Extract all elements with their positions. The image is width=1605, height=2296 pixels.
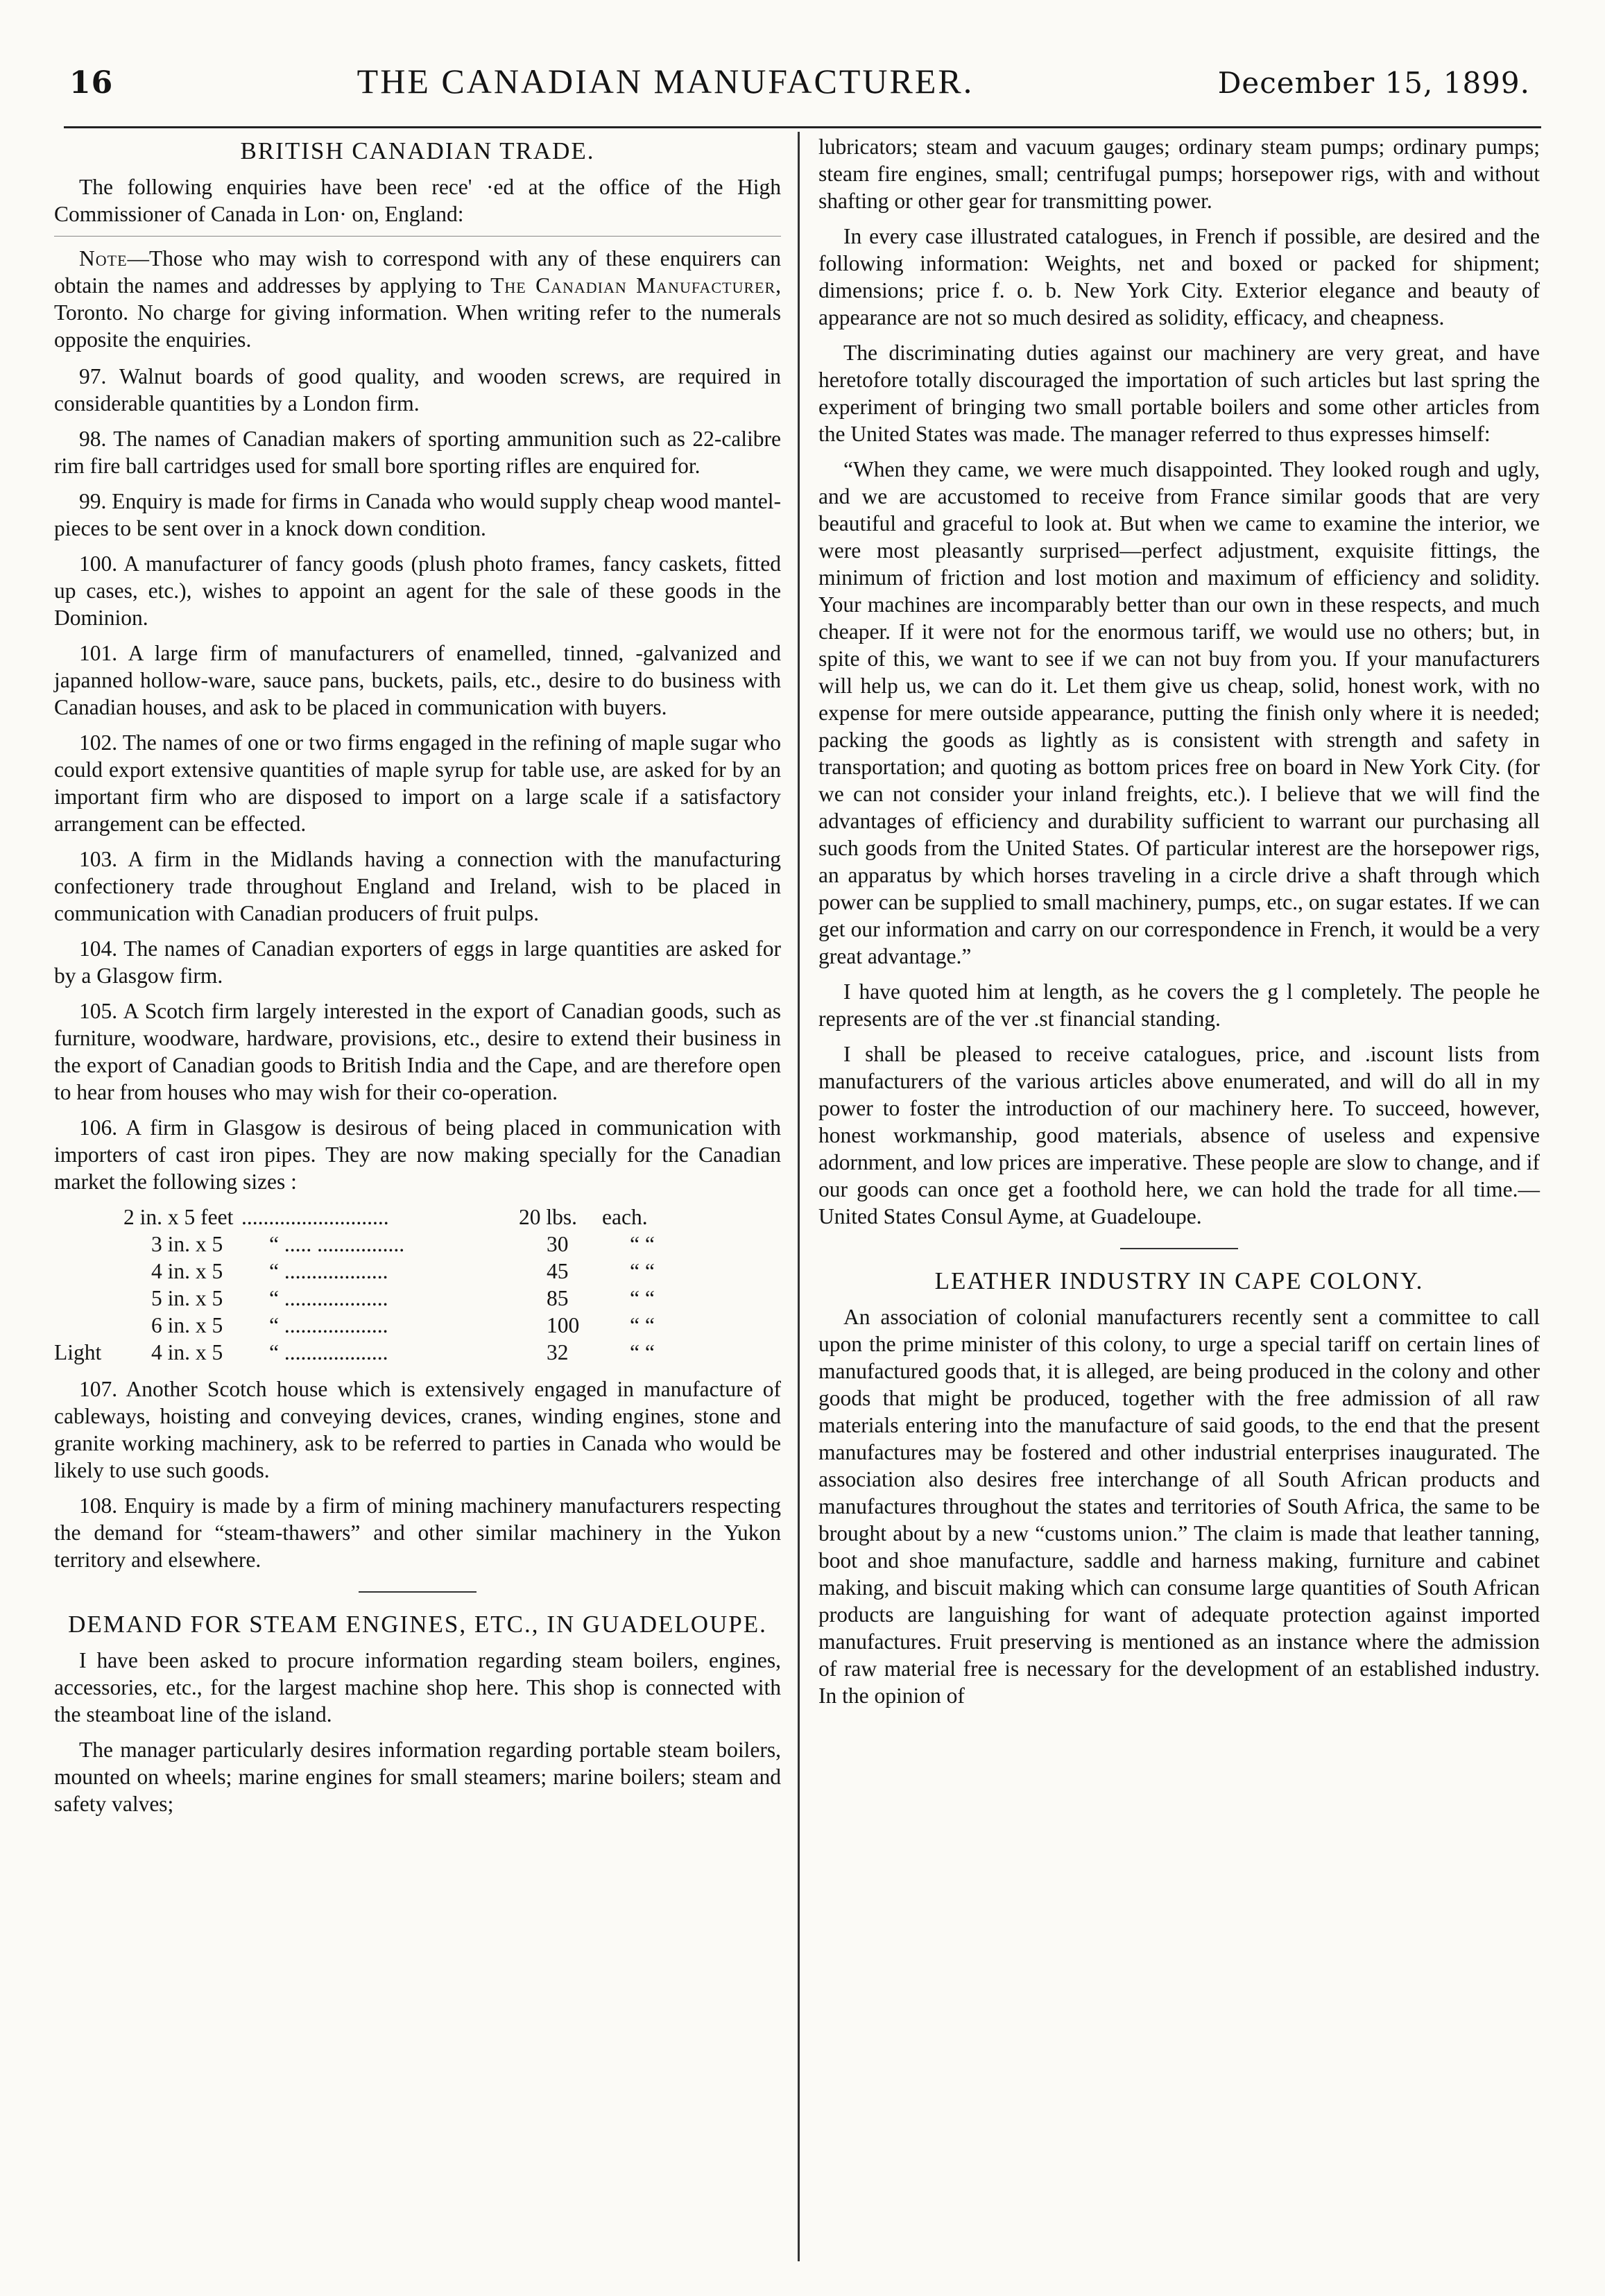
size-unit: each. [602, 1205, 648, 1229]
enquiry-item: 97. Walnut boards of good quality, and wooden screws, are required in considerable quantities by a London firm. [54, 364, 781, 415]
enquiry-item: 100. A manufacturer of fancy goods (plush photo frames, fancy caskets, fitted up cases, etc.), wishes to appoint an agent for the sale of these goods in the Dominion. [54, 551, 781, 630]
article-heading-leather-industry: LEATHER INDUSTRY IN CAPE COLONY. [934, 1267, 1424, 1294]
note-text-2: , Toronto. No charge for giving information. When writing refer to the numerals opposite the enquiries. [54, 273, 781, 352]
note-paragraph [54, 236, 781, 353]
issue-date: December 15, 1899. [1217, 66, 1530, 100]
size-weight: 85 [547, 1286, 569, 1310]
size-dimension: 2 in. x 5 feet [123, 1205, 234, 1229]
enquiry-item: 105. A Scotch firm largely interested in the export of Canadian goods, such as furniture, woodware, hardware, provisions, etc., desire to extend their business in the export of Canadian goods to British India and the Cape, and are therefore open to hear from houses who may wish for their co-operation. [54, 999, 781, 1104]
left-column [54, 133, 781, 1826]
guadeloupe-continuation: lubricators; steam and vacuum gauges; ordinary steam pumps; ordinary pumps; steam fire engines, small; centrifugal pumps; horsepower rigs, with and without shafting or other gear for transmitting power. [818, 135, 1540, 213]
note-text: —Those who may wish to correspond with any of these enquirers can obtain the names and addresses by applying to [54, 246, 781, 298]
size-prefix: Light [54, 1340, 102, 1364]
guadeloupe-paragraph: The manager particularly desires information regarding portable steam boilers, mounted on wheels; marine engines for small steamers; marine boilers; steam and safety valves; [54, 1738, 781, 1816]
guadeloupe-paragraph: I have been asked to procure information regarding steam boilers, engines, accessories, etc., for the largest machine shop here. This shop is connected with the steamboat line of the island. [54, 1648, 781, 1727]
right-column [818, 133, 1540, 1717]
size-weight: 30 [547, 1232, 569, 1256]
section-rule [359, 1591, 477, 1593]
enquiry-item: 107. Another Scotch house which is extensively engaged in manufacture of cableways, hoisting and conveying devices, cranes, winding engines, stone and granite working machinery, ask to be referred to parties in Canada who would be likely to use such goods. [54, 1377, 781, 1482]
size-leader: “ ................... [269, 1340, 388, 1364]
size-dimension: 5 in. x 5 [151, 1286, 223, 1310]
size-unit: “ “ [630, 1286, 655, 1310]
size-leader: “ ................... [269, 1259, 388, 1283]
guadeloupe-paragraph: The discriminating duties against our machinery are very great, and have heretofore totally discouraged the importation of such articles but last spring the experiment of bringing two small portable boilers and some other articles from the United States was made. The manager referred to thus expresses himself: [818, 341, 1540, 446]
pipe-size-row [54, 1312, 781, 1339]
size-dimension: 4 in. x 5 [151, 1340, 223, 1364]
enquiry-item: 101. A large firm of manufacturers of enamelled, tinned, -galvanized and japanned hollow-ware, sauce pans, buckets, pails, etc., desire to do business with Canadian houses, and ask to be placed in communication with buyers. [54, 641, 781, 719]
size-leader: “ ..... ................ [269, 1232, 405, 1256]
size-leader: “ ................... [269, 1286, 388, 1310]
size-weight: 45 [547, 1259, 569, 1283]
guadeloupe-paragraph: I shall be pleased to receive catalogues, price, and .iscount lists from manufacturers of the various articles above enumerated, and will do all in my power to foster the introduction of our machinery here. To succeed, however, honest workmanship, good materials, absence of useless and expensive adornment, and low prices are imperative. These people are slow to change, and if our goods can once get a foothold here, we can hold the trade for all time.—United States Consul Ayme, at Guadeloupe. [818, 1042, 1540, 1228]
enquiry-item: 103. A firm in the Midlands having a connection with the manufacturing confectionery trade throughout England and Ireland, wish to be placed in communication with Canadian producers of fruit pulps. [54, 847, 781, 925]
article-heading-guadeloupe: DEMAND FOR STEAM ENGINES, ETC., IN GUADELOUPE. [68, 1611, 767, 1638]
pipe-size-row [54, 1203, 781, 1231]
note-publication: The Canadian Manufacturer [490, 273, 776, 298]
leather-paragraph: An association of colonial manufacturers recently sent a committee to call upon the prime minister of this colony, to urge a special tariff on certain lines of manufactured goods that, it is alleged, are being produced in the colony and other goods that might be produced, together with the free admission of all raw materials entering into the manufacture of said goods, to the end that the present manufactures may be fostered and other industrial enterprises inaugurated. The association also desires free interchange of all South African products and manufactures throughout the states and territories of South Africa, the same to be brought about by a new “customs union.” The claim is made that leather tanning, boot and shoe manufacture, saddle and harness making, furniture and cabinet making, and biscuit making which can consume large quantities of South African products are languishing for want of adequate protection against imported manufactures. Fruit preserving is mentioned as an instance where the admission of raw material free is necessary for the development of an established industry. In the opinion of [818, 1305, 1540, 1708]
size-unit: “ “ [630, 1259, 655, 1283]
article-heading-british-canadian-trade: BRITISH CANADIAN TRADE. [240, 137, 595, 164]
enquiry-item: 104. The names of Canadian exporters of eggs in large quantities are asked for by a Glasgow firm. [54, 936, 781, 988]
size-weight: 32 [547, 1340, 569, 1364]
pipe-size-row [54, 1258, 781, 1285]
page-header [69, 61, 1530, 110]
pipe-size-row [54, 1231, 781, 1258]
size-dimension: 3 in. x 5 [151, 1232, 223, 1256]
size-dimension: 4 in. x 5 [151, 1259, 223, 1283]
pipe-size-row [54, 1285, 781, 1312]
guadeloupe-paragraph: I have quoted him at length, as he covers the g l completely. The people he represents are of the ver .st financial standing. [818, 979, 1540, 1031]
enquiry-item: 106. A firm in Glasgow is desirous of being placed in communication with importers of cast iron pipes. They are now making specially for the Canadian market the following sizes : [54, 1115, 781, 1194]
enquiry-item: 102. The names of one or two firms engaged in the refining of maple sugar who could export extensive quantities of maple syrup for table use, are asked for by an important firm who are disposed to import on a large scale if a satisfactory arrangement can be effected. [54, 730, 781, 836]
enquiry-item: 108. Enquiry is made by a firm of mining machinery manufacturers respecting the demand for “steam-thawers” and other similar machinery in the Yukon territory and elsewhere. [54, 1493, 781, 1572]
section-rule [1120, 1248, 1238, 1249]
intro-paragraph: The following enquiries have been rece' ·ed at the office of the High Commissioner of Canada in Lon· on, England: [54, 175, 781, 226]
size-unit: “ “ [630, 1232, 655, 1256]
size-weight: 20 lbs. [519, 1205, 578, 1229]
enquiry-item: 99. Enquiry is made for firms in Canada who would supply cheap wood mantel-pieces to be sent over in a knock down condition. [54, 489, 781, 540]
column-divider [798, 132, 800, 2261]
guadeloupe-paragraph: In every case illustrated catalogues, in French if possible, are desired and the following information: Weights, net and boxed or packed for shipment; dimensions; price f. o. b. New York City. Exterior elegance and beauty of appearance are not so much desired as solidity, efficacy, and cheapness. [818, 224, 1540, 329]
note-label: Note [79, 246, 128, 271]
size-leader: ........................... [241, 1205, 389, 1229]
size-unit: “ “ [630, 1340, 655, 1364]
size-leader: “ ................... [269, 1313, 388, 1337]
header-rule [64, 126, 1541, 128]
publication-title: THE CANADIAN MANUFACTURER. [357, 62, 975, 101]
pipe-sizes-table [54, 1203, 781, 1366]
pipe-size-row [54, 1339, 781, 1366]
size-prefix [54, 1203, 123, 1231]
page-number: 16 [69, 65, 114, 101]
size-unit: “ “ [630, 1313, 655, 1337]
guadeloupe-quote: “When they came, we were much disappointed. They looked rough and ugly, and we are accustomed to receive from France similar goods that are very beautiful and graceful to look at. But when we came to examine the interior, we were most pleasantly surprised—perfect adjustment, exquisite fittings, the minimum of friction and lost motion and maximum of efficiency and solidity. Your machines are incomparably better than our own in these respects, and much cheaper. If it were not for the enormous tariff, we would use no others; but, in spite of this, we want to see if we can not buy from you. If your manufacturers will help us, we can do it. Let them give us cheap, solid, honest work, with no expense for mere outside appearance, putting the finish only where it is needed; packing the goods as lightly as is consistent with strength and safety in transportation; and quoting as bottom prices free on board in New York City. (for we can not consider your inland freights, etc.). I believe that we will find the advantages of efficiency and durability sufficient to warrant our purchasing all such goods from the United States. Of particular interest are the horsepower rigs, an apparatus by which horses traveling in a circle drive a shaft through which power can be supplied to small machinery, pumps, etc., on sugar estates. If we can get our information and carry on our correspondence in French, it would be a very great advantage.” [818, 457, 1540, 968]
enquiry-item: 98. The names of Canadian makers of sporting ammunition such as 22-calibre rim fire ball cartridges used for small bore sporting rifles are enquired for. [54, 427, 781, 478]
size-weight: 100 [547, 1313, 580, 1337]
size-dimension: 6 in. x 5 [151, 1313, 223, 1337]
